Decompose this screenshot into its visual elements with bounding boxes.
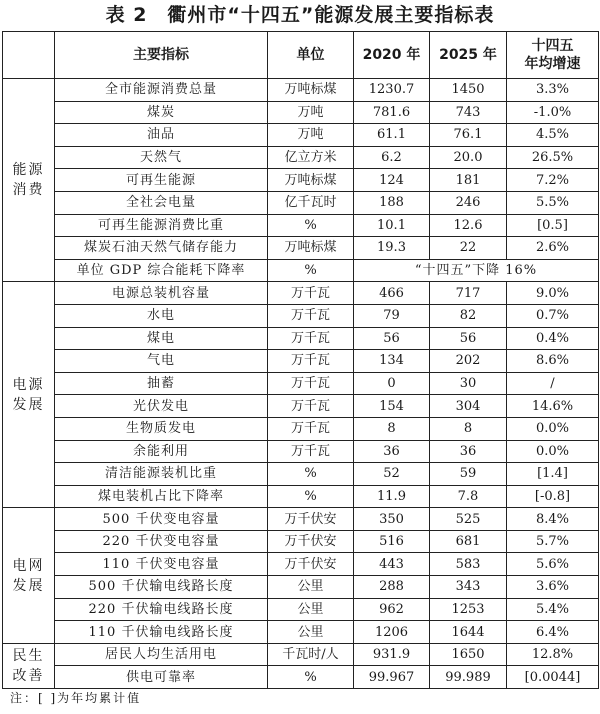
growth-cell: 4.5% <box>507 124 599 147</box>
value-2020-cell: 10.1 <box>354 214 430 237</box>
unit-cell: 千瓦时/人 <box>268 643 354 666</box>
indicator-cell: 煤电装机占比下降率 <box>55 485 268 508</box>
growth-cell: / <box>507 372 599 395</box>
unit-cell: 公里 <box>268 598 354 621</box>
table-row <box>3 79 599 102</box>
value-2020-cell: 516 <box>354 530 430 553</box>
header-unit: 单位 <box>268 32 354 79</box>
table-row <box>3 214 599 237</box>
table-row <box>3 508 599 531</box>
table-row <box>3 666 599 689</box>
unit-cell: % <box>268 463 354 486</box>
value-2020-cell: 61.1 <box>354 124 430 147</box>
value-2020-cell: 1230.7 <box>354 79 430 102</box>
unit-cell: 亿千瓦时 <box>268 191 354 214</box>
indicator-cell: 生物质发电 <box>55 417 268 440</box>
table-row <box>3 576 599 599</box>
unit-cell: 万千瓦 <box>268 282 354 305</box>
value-2025-cell: 343 <box>430 576 507 599</box>
growth-cell: [-0.8] <box>507 485 599 508</box>
value-2025-cell: 1450 <box>430 79 507 102</box>
unit-cell: 万千瓦 <box>268 417 354 440</box>
growth-cell: 5.5% <box>507 191 599 214</box>
category-cell: 民生 改善 <box>3 643 55 688</box>
growth-cell: 0.7% <box>507 304 599 327</box>
table-body <box>3 79 599 689</box>
table-row <box>3 553 599 576</box>
header-category <box>3 32 55 79</box>
indicator-cell: 单位 GDP 综合能耗下降率 <box>55 259 268 282</box>
growth-cell: 0.4% <box>507 327 599 350</box>
value-2020-cell: 188 <box>354 191 430 214</box>
unit-cell: % <box>268 259 354 282</box>
unit-cell: 万千伏安 <box>268 508 354 531</box>
value-2020-cell: 154 <box>354 395 430 418</box>
unit-cell: 万千瓦 <box>268 395 354 418</box>
table-row <box>3 282 599 305</box>
indicator-cell: 天然气 <box>55 146 268 169</box>
table-row <box>3 440 599 463</box>
indicator-cell: 110 千伏输电线路长度 <box>55 621 268 644</box>
table-row <box>3 350 599 373</box>
value-2025-cell: 1650 <box>430 643 507 666</box>
header-row <box>3 32 599 79</box>
value-2020-cell: 443 <box>354 553 430 576</box>
indicator-cell: 水电 <box>55 304 268 327</box>
indicator-cell: 500 千伏变电容量 <box>55 508 268 531</box>
value-2025-cell: 30 <box>430 372 507 395</box>
value-2020-cell: 288 <box>354 576 430 599</box>
table-row <box>3 237 599 260</box>
unit-cell: 万吨 <box>268 101 354 124</box>
value-2020-cell: 962 <box>354 598 430 621</box>
value-2020-cell: 124 <box>354 169 430 192</box>
table-row <box>3 146 599 169</box>
unit-cell: 万千瓦 <box>268 440 354 463</box>
value-2020-cell: 19.3 <box>354 237 430 260</box>
growth-cell: 12.8% <box>507 643 599 666</box>
growth-cell: 0.0% <box>507 440 599 463</box>
unit-cell: 万千瓦 <box>268 327 354 350</box>
indicator-cell: 全市能源消费总量 <box>55 79 268 102</box>
unit-cell: 万吨 <box>268 124 354 147</box>
value-2025-cell: 681 <box>430 530 507 553</box>
indicator-cell: 油品 <box>55 124 268 147</box>
unit-cell: 万千瓦 <box>268 372 354 395</box>
value-2025-cell: 12.6 <box>430 214 507 237</box>
table-row <box>3 621 599 644</box>
unit-cell: 万吨标煤 <box>268 79 354 102</box>
growth-cell: -1.0% <box>507 101 599 124</box>
footnote: 注：[ ]为年均累计值 <box>10 691 142 705</box>
table-row <box>3 304 599 327</box>
growth-cell: 7.2% <box>507 169 599 192</box>
growth-cell: [0.5] <box>507 214 599 237</box>
value-2020-cell: 36 <box>354 440 430 463</box>
indicator-cell: 居民人均生活用电 <box>55 643 268 666</box>
unit-cell: % <box>268 485 354 508</box>
value-2025-cell: 8 <box>430 417 507 440</box>
growth-cell: 2.6% <box>507 237 599 260</box>
category-cell: 电网 发展 <box>3 508 55 644</box>
header-growth: 十四五 年均增速 <box>507 32 599 79</box>
table-row <box>3 101 599 124</box>
table-row <box>3 598 599 621</box>
indicator-cell: 500 千伏输电线路长度 <box>55 576 268 599</box>
value-2020-cell: 466 <box>354 282 430 305</box>
table-row <box>3 530 599 553</box>
indicator-cell: 煤炭 <box>55 101 268 124</box>
indicator-cell: 全社会电量 <box>55 191 268 214</box>
value-2025-cell: 1253 <box>430 598 507 621</box>
value-2025-cell: 181 <box>430 169 507 192</box>
growth-cell: [1.4] <box>507 463 599 486</box>
value-2020-cell: 99.967 <box>354 666 430 689</box>
value-2025-cell: 82 <box>430 304 507 327</box>
header-2025: 2025 年 <box>430 32 507 79</box>
value-2020-cell: 350 <box>354 508 430 531</box>
unit-cell: 万千瓦 <box>268 304 354 327</box>
growth-cell: 26.5% <box>507 146 599 169</box>
value-2025-cell: 20.0 <box>430 146 507 169</box>
energy-indicators-table <box>2 31 599 689</box>
indicator-cell: 可再生能源消费比重 <box>55 214 268 237</box>
indicator-cell: 余能利用 <box>55 440 268 463</box>
growth-cell: 8.6% <box>507 350 599 373</box>
header-2020: 2020 年 <box>354 32 430 79</box>
unit-cell: 万千伏安 <box>268 530 354 553</box>
value-2020-cell: 781.6 <box>354 101 430 124</box>
value-2025-cell: 583 <box>430 553 507 576</box>
value-2025-cell: 246 <box>430 191 507 214</box>
value-2025-cell: 56 <box>430 327 507 350</box>
growth-cell: 0.0% <box>507 417 599 440</box>
unit-cell: 万吨标煤 <box>268 237 354 260</box>
table-row <box>3 191 599 214</box>
value-2025-cell: 76.1 <box>430 124 507 147</box>
indicator-cell: 煤炭石油天然气储存能力 <box>55 237 268 260</box>
value-2025-cell: 36 <box>430 440 507 463</box>
table-row <box>3 485 599 508</box>
growth-cell: 5.4% <box>507 598 599 621</box>
growth-cell: 3.3% <box>507 79 599 102</box>
value-2020-cell: 0 <box>354 372 430 395</box>
merged-value-cell: “十四五”下降 16% <box>354 259 599 282</box>
unit-cell: 万吨标煤 <box>268 169 354 192</box>
indicator-cell: 气电 <box>55 350 268 373</box>
indicator-cell: 220 千伏变电容量 <box>55 530 268 553</box>
indicator-cell: 220 千伏输电线路长度 <box>55 598 268 621</box>
category-cell: 电源 发展 <box>3 282 55 508</box>
value-2020-cell: 11.9 <box>354 485 430 508</box>
unit-cell: 万千瓦 <box>268 350 354 373</box>
value-2020-cell: 56 <box>354 327 430 350</box>
value-2020-cell: 6.2 <box>354 146 430 169</box>
growth-cell: [0.0044] <box>507 666 599 689</box>
unit-cell: 公里 <box>268 576 354 599</box>
indicator-cell: 煤电 <box>55 327 268 350</box>
table-row <box>3 395 599 418</box>
unit-cell: % <box>268 666 354 689</box>
value-2025-cell: 202 <box>430 350 507 373</box>
value-2020-cell: 52 <box>354 463 430 486</box>
indicator-cell: 110 千伏变电容量 <box>55 553 268 576</box>
header-indicator: 主要指标 <box>55 32 268 79</box>
growth-cell: 9.0% <box>507 282 599 305</box>
table-row <box>3 169 599 192</box>
indicator-cell: 清洁能源装机比重 <box>55 463 268 486</box>
unit-cell: 公里 <box>268 621 354 644</box>
value-2025-cell: 717 <box>430 282 507 305</box>
indicator-cell: 光伏发电 <box>55 395 268 418</box>
unit-cell: 亿立方米 <box>268 146 354 169</box>
unit-cell: % <box>268 214 354 237</box>
value-2020-cell: 134 <box>354 350 430 373</box>
value-2020-cell: 8 <box>354 417 430 440</box>
unit-cell: 万千伏安 <box>268 553 354 576</box>
value-2025-cell: 7.8 <box>430 485 507 508</box>
table-row <box>3 372 599 395</box>
value-2025-cell: 743 <box>430 101 507 124</box>
value-2025-cell: 59 <box>430 463 507 486</box>
table-row <box>3 417 599 440</box>
growth-cell: 14.6% <box>507 395 599 418</box>
value-2025-cell: 304 <box>430 395 507 418</box>
value-2020-cell: 931.9 <box>354 643 430 666</box>
growth-cell: 5.6% <box>507 553 599 576</box>
value-2020-cell: 79 <box>354 304 430 327</box>
value-2020-cell: 1206 <box>354 621 430 644</box>
table-row <box>3 124 599 147</box>
growth-cell: 5.7% <box>507 530 599 553</box>
table-row <box>3 643 599 666</box>
value-2025-cell: 1644 <box>430 621 507 644</box>
value-2025-cell: 525 <box>430 508 507 531</box>
growth-cell: 3.6% <box>507 576 599 599</box>
table-title: 表 2 衢州市“十四五”能源发展主要指标表 <box>105 4 495 26</box>
table-row <box>3 259 599 282</box>
growth-cell: 8.4% <box>507 508 599 531</box>
value-2025-cell: 22 <box>430 237 507 260</box>
indicator-cell: 电源总装机容量 <box>55 282 268 305</box>
table-row <box>3 463 599 486</box>
indicator-cell: 供电可靠率 <box>55 666 268 689</box>
indicator-cell: 抽蓄 <box>55 372 268 395</box>
value-2025-cell: 99.989 <box>430 666 507 689</box>
table-row <box>3 327 599 350</box>
growth-cell: 6.4% <box>507 621 599 644</box>
category-cell: 能源 消费 <box>3 79 55 282</box>
indicator-cell: 可再生能源 <box>55 169 268 192</box>
